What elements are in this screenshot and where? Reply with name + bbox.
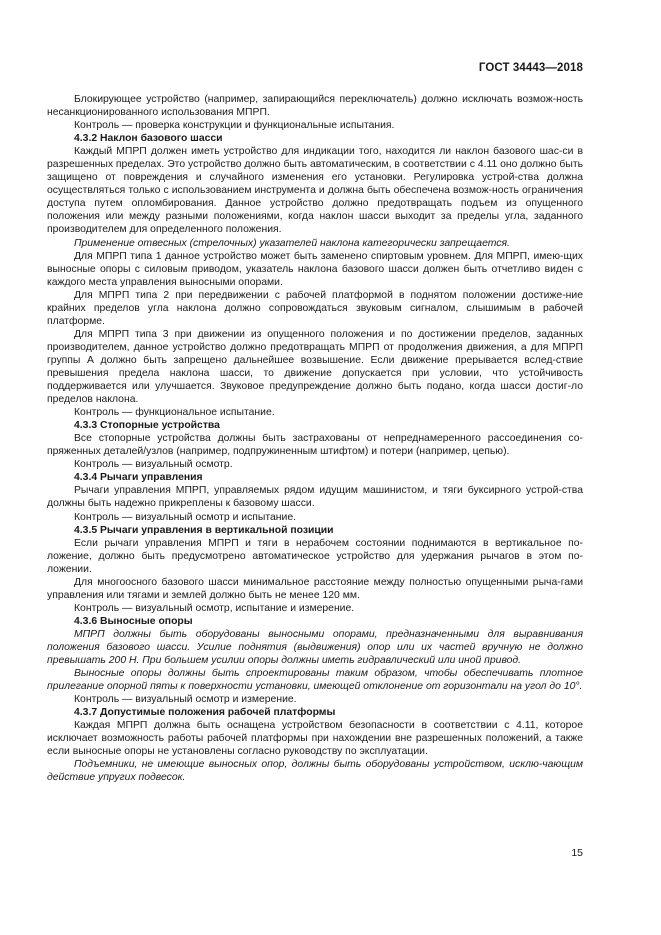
- section-heading: 4.3.5 Рычаги управления в вертикальной позиции: [74, 524, 334, 536]
- paragraph: Каждый МПРП должен иметь устройство для индикации того, находится ли наклон базового шас-си в разрешенных пределах. Это устройство должно быть автоматическим, в соответствии с 4.11 оно должно быть защищено от повреждения и случайного изменения его установки. Регулировка устрой-ства должна осуществляться только с использованием инструмента и должна быть обеспечена возмож-ность ограничения доступа путем опломбирования. Данное устройство должно предотвращать подъем из опущенного положения или между разными положениями, когда наклон шасси выходит за пределы угла, заданного производителем для определенного положения.: [47, 146, 583, 236]
- paragraph: Каждая МПРП должна быть оснащена устройством безопасности в соответствии с 4.11, которое исключает возможность работы рабочей платформы при нахождении вне разрешенных положений, а также если выносные опоры не установлены согласно руководству по эксплуатации.: [47, 720, 583, 758]
- standard-designation: ГОСТ 34443—2018: [478, 62, 583, 74]
- paragraph: Для МПРП типа 1 данное устройство может быть заменено спиртовым уровнем. Для МПРП, имею-щих выносные опоры с силовым приводом, указатель наклона базового шасси должен быть отчетливо виден с каждого места управления выносными опорами.: [47, 250, 583, 288]
- paragraph: Контроль — функциональное испытание.: [74, 407, 275, 419]
- section-heading: 4.3.3 Стопорные устройства: [74, 420, 220, 432]
- section-heading: 4.3.6 Выносные опоры: [74, 615, 193, 627]
- paragraph: Для МПРП типа 3 при движении из опущенного положения и по достижении пределов, заданных производителем, данное устройство должно предотвращать МПРП от продолжения движения, а для МПРП группы А должно быть запрещено дальнейшее возвышение. Если движение прерывается вслед-ствие превышения предела наклона шасси, то движение допускается при условии, что устойчивость поддерживается или улучшается. Звуковое предупреждение должно быть подано, когда шасси достиг-ло пределов наклона.: [47, 328, 583, 406]
- section-heading: 4.3.4 Рычаги управления: [74, 472, 203, 484]
- paragraph: Все стопорные устройства должны быть застрахованы от непреднамеренного рассоединения со-пряженных деталей/узлов (например, подпружиненным штифтом) и потери (например, цепью).: [47, 433, 583, 458]
- paragraph: Контроль — визуальный осмотр.: [74, 459, 233, 471]
- italic-paragraph: МПРП должны быть оборудованы выносными опорами, предназначенными для выравнивания положения базового шасси. Усилие поднятия (выдвижения) опор или их частей вручную не должно превышать 200 Н. При большем усилии опоры должны иметь гидравлический или иной привод.: [47, 628, 583, 667]
- paragraph: Контроль — проверка конструкции и функциональные испытания.: [74, 120, 395, 132]
- paragraph: Контроль — визуальный осмотр, испытание и измерение.: [74, 602, 355, 614]
- paragraph: Если рычаги управления МПРП и тяги в нерабочем состоянии поднимаются в вертикальное по-ложение, должно быть предусмотрено автоматическое устройство для удержания рычагов в этом по-ложении.: [47, 537, 583, 575]
- section-heading: 4.3.2 Наклон базового шасси: [74, 133, 223, 145]
- paragraph: Блокирующее устройство (например, запирающийся переключатель) должно исключать возмож-ность несанкционированного использования МПРП.: [47, 94, 583, 119]
- page-number: 15: [571, 847, 583, 859]
- document-body: [47, 93, 583, 784]
- paragraph: Для МПРП типа 2 при передвижении с рабочей платформой в поднятом положении достиже-ние крайних пределов угла наклона должно сопровождаться звуковым сигналом, слышимым в рабочей платформе.: [47, 289, 583, 327]
- paragraph: Рычаги управления МПРП, управляемых рядом идущим машинистом, и тяги буксирного устрой-ства должны быть надежно прикреплены к базовому шасси.: [47, 485, 583, 510]
- section-heading: 4.3.7 Допустимые положения рабочей платформы: [74, 707, 336, 719]
- paragraph: Контроль — визуальный осмотр и измерение.: [74, 694, 297, 706]
- document-header: [479, 62, 583, 74]
- italic-paragraph: Выносные опоры должны быть спроектированы таким образом, чтобы обеспечивать плотное прилегание опорной пяты к поверхности установки, имеющей отклонение от горизонтали на угол до 10°.: [47, 668, 583, 693]
- paragraph: Контроль — визуальный осмотр и испытание.: [74, 511, 297, 523]
- paragraph: Для многоосного базового шасси минимальное расстояние между полностью опущенными рыча-гами управления или тягами и землей должно быть не менее 120 мм.: [47, 576, 583, 601]
- italic-paragraph: Подъемники, не имеющие выносных опор, должны быть оборудованы устройством, исклю-чающим действие упругих подвесок.: [47, 759, 583, 784]
- italic-paragraph: Применение отвесных (стрелочных) указателей наклона категорически запрещается.: [74, 237, 510, 249]
